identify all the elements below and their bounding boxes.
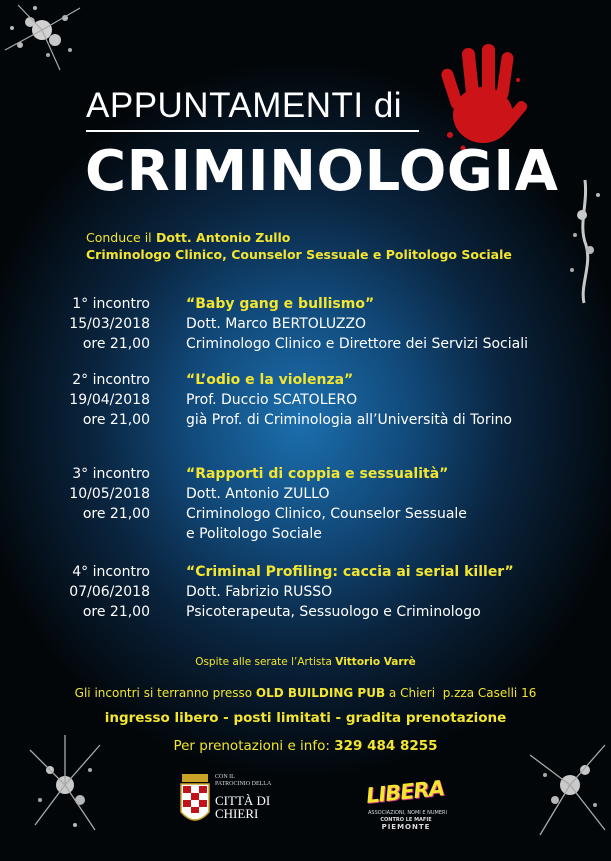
chieri-line2: PATROCINIO DELLA xyxy=(215,781,272,787)
host-block xyxy=(86,229,512,263)
meeting-time: ore 21,00 xyxy=(82,336,150,352)
title-line-1: APPUNTAMENTI di xyxy=(86,86,403,125)
meeting-date: 15/03/2018 xyxy=(69,316,150,332)
red-handprint-icon xyxy=(428,40,528,155)
venue-before: Gli incontri si terranno presso xyxy=(74,686,253,700)
meeting-speaker-role: Criminologo Clinico, Counselor Sessuale xyxy=(186,506,467,522)
host-label: Conduce il xyxy=(86,230,152,245)
meeting-time: ore 21,00 xyxy=(82,506,150,522)
meeting-title: “Criminal Profiling: caccia ai serial killer” xyxy=(186,564,514,580)
meeting-title: “Rapporti di coppia e sessualità” xyxy=(186,466,449,482)
title-divider xyxy=(86,130,419,132)
guest-label: Ospite alle serate l’Artista xyxy=(195,656,332,668)
meeting-number: 2° incontro xyxy=(72,372,150,388)
meeting-date: 10/05/2018 xyxy=(69,486,150,502)
meeting-3-dates xyxy=(0,464,150,524)
meeting-4-talk xyxy=(186,562,514,622)
meeting-1-talk xyxy=(186,294,528,354)
chieri-crest-icon xyxy=(178,772,212,830)
meeting-time: ore 21,00 xyxy=(82,412,150,428)
meeting-4-dates xyxy=(0,562,150,622)
meeting-2-dates xyxy=(0,370,150,430)
meeting-speaker: Prof. Duccio SCATOLERO xyxy=(186,392,358,408)
venue-note xyxy=(0,686,611,700)
meeting-date: 19/04/2018 xyxy=(69,392,150,408)
meeting-speaker: Dott. Marco BERTOLUZZO xyxy=(186,316,367,332)
ink-splatter-right xyxy=(560,175,610,305)
meeting-title: “L’odio e la violenza” xyxy=(186,372,354,388)
host-role: Criminologo Clinico, Counselor Sessuale e Politologo Sociale xyxy=(86,247,512,262)
libera-line3: PIEMONTE xyxy=(381,823,431,831)
libera-logo xyxy=(362,775,447,838)
libera-line2: CONTRO LE MAFIE xyxy=(380,817,432,823)
meeting-speaker-role-cont: e Politologo Sociale xyxy=(186,526,322,542)
venue-place: OLD BUILDING PUB xyxy=(255,686,386,700)
meeting-speaker: Dott. Fabrizio RUSSO xyxy=(186,584,333,600)
meeting-number: 1° incontro xyxy=(72,296,150,312)
meeting-number: 3° incontro xyxy=(72,466,150,482)
guest-note xyxy=(0,656,611,668)
meeting-number: 4° incontro xyxy=(72,564,150,580)
entry-note: ingresso libero - posti limitati - gradita prenotazione xyxy=(104,710,507,726)
guest-name: Vittorio Varrè xyxy=(335,656,416,668)
meeting-speaker-role: già Prof. di Criminologia all’Università di Torino xyxy=(186,412,512,428)
chieri-line4: CHIERI xyxy=(215,806,259,821)
meeting-date: 07/06/2018 xyxy=(69,584,150,600)
meeting-speaker: Dott. Antonio ZULLO xyxy=(186,486,330,502)
meeting-time: ore 21,00 xyxy=(82,604,150,620)
meeting-speaker-role: Criminologo Clinico e Direttore dei Servizi Sociali xyxy=(186,336,528,352)
meeting-3-talk xyxy=(186,464,467,544)
ink-splatter-top-left xyxy=(0,0,90,80)
meeting-title: “Baby gang e bullismo” xyxy=(186,296,375,312)
venue-after: a Chieri p.zza Caselli 16 xyxy=(388,686,537,700)
libera-line1: ASSOCIAZIONI, NOMI E NUMERI xyxy=(368,810,447,816)
meeting-2-talk xyxy=(186,370,512,430)
contact-phone: 329 484 8255 xyxy=(334,738,438,754)
meeting-speaker-role: Psicoterapeuta, Sessuologo e Criminologo xyxy=(186,604,481,620)
title-line-2: CRIMINOLOGIA xyxy=(85,139,559,204)
chieri-line3: CITTÀ DI xyxy=(215,793,271,808)
meeting-1-dates xyxy=(0,294,150,354)
host-name: Dott. Antonio Zullo xyxy=(156,230,291,245)
libera-name: LIBERA xyxy=(364,775,446,809)
chieri-logo xyxy=(178,772,288,834)
chieri-line1: CON IL xyxy=(215,774,235,780)
contact-info xyxy=(0,738,611,754)
contact-label: Per prenotazioni e info: xyxy=(173,738,330,754)
